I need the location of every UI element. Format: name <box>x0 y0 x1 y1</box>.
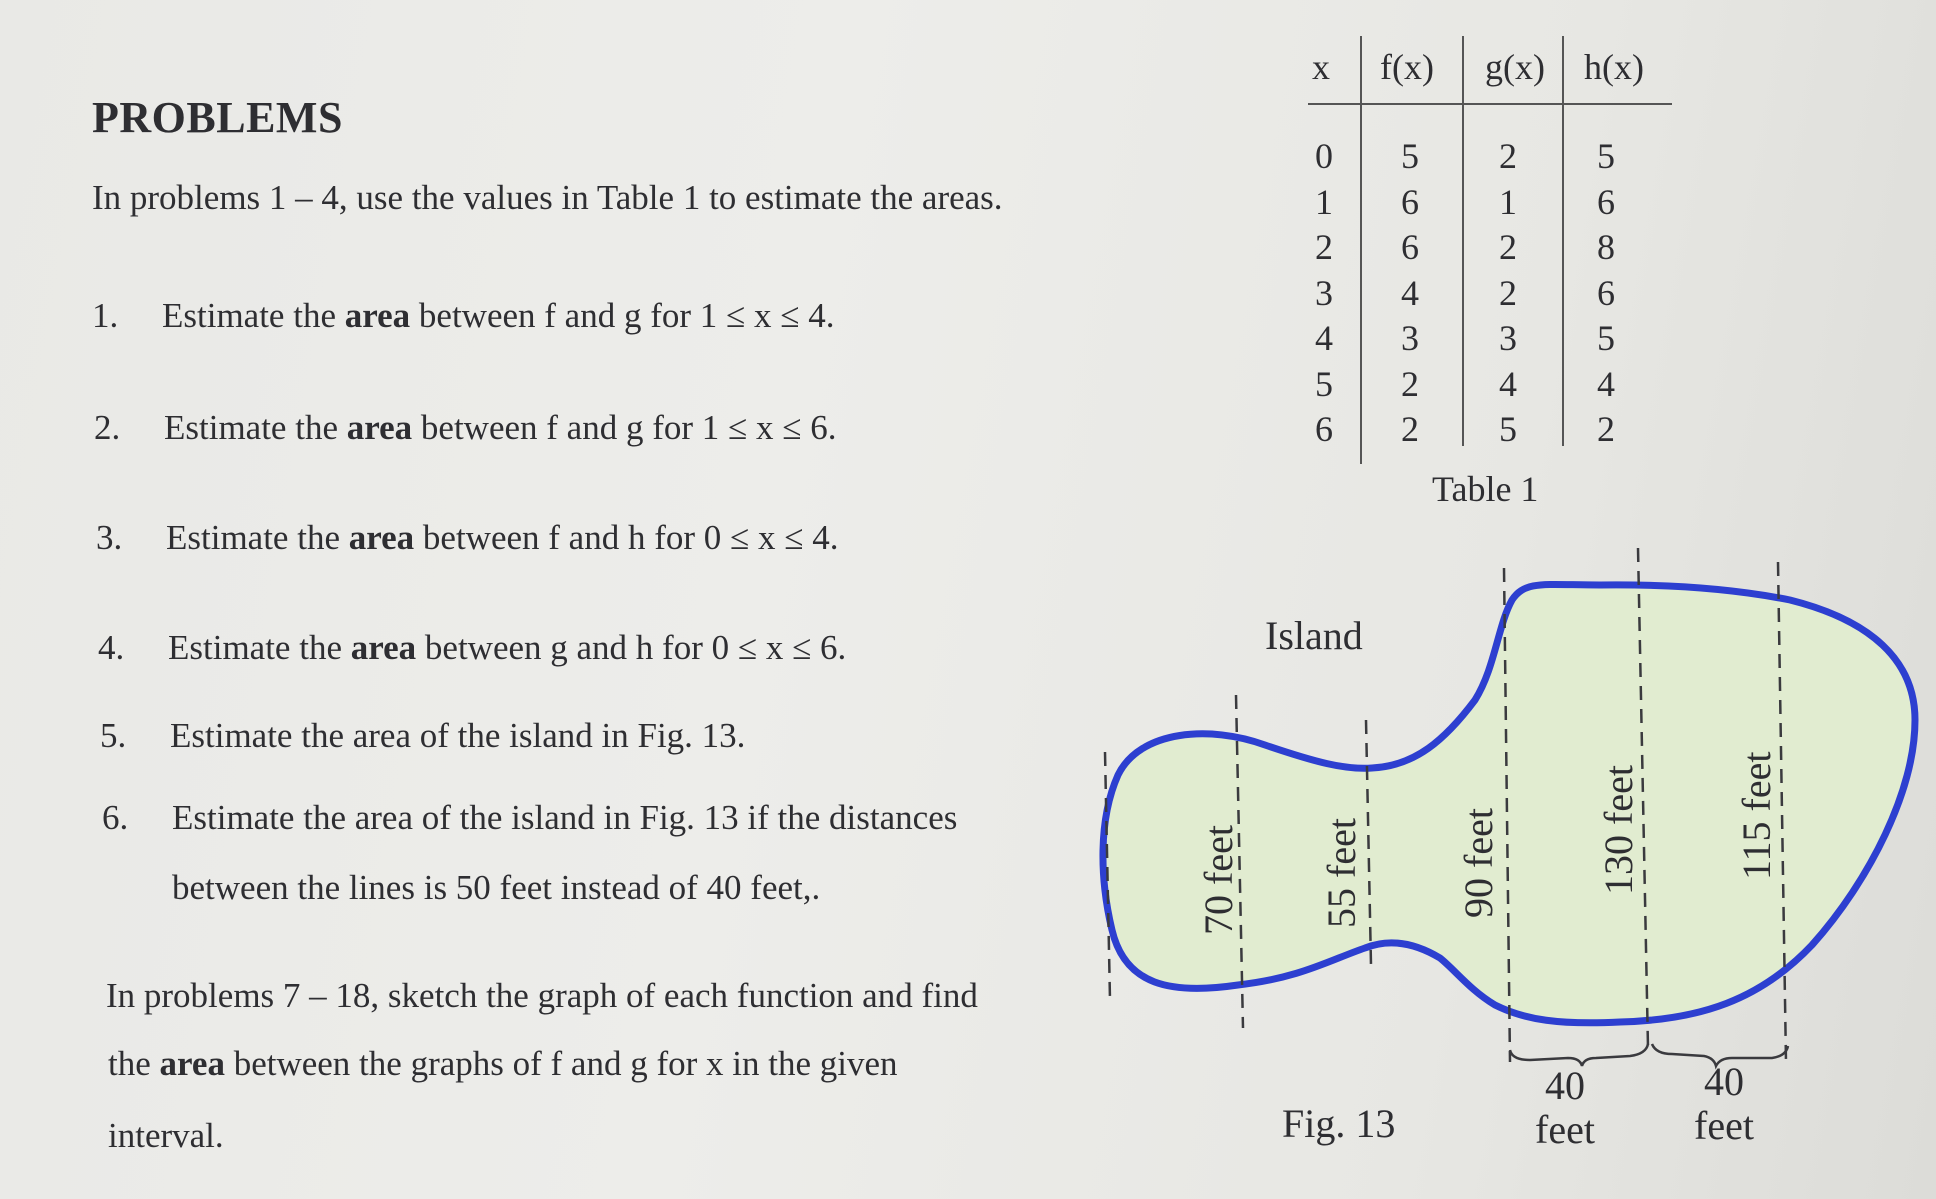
table-cell-f: 3 <box>1401 318 1419 358</box>
problem-number: 3. <box>96 518 123 557</box>
island-outline <box>1103 584 1915 1022</box>
table-cell-g: 3 <box>1499 318 1517 358</box>
table-cell-x: 2 <box>1315 227 1333 267</box>
table-caption: Table 1 <box>1432 469 1539 509</box>
table-cell-g: 2 <box>1499 227 1517 267</box>
problem-number: 6. <box>102 798 129 837</box>
distance-label-1 <box>1530 1064 1600 1152</box>
table-cell-f: 4 <box>1401 272 1419 313</box>
strip-label: 90 feet <box>1456 808 1501 918</box>
table-cell-g: 5 <box>1499 409 1517 449</box>
distance-label-2 <box>1684 1060 1764 1148</box>
table-cell-f: 6 <box>1401 227 1419 267</box>
problem-text-bold: area <box>348 518 415 557</box>
table-cell-f: 5 <box>1401 136 1419 176</box>
strip-label: 70 feet <box>1196 825 1241 935</box>
problem-text-post: between f and g for 1 ≤ x ≤ 6. <box>412 408 837 447</box>
table-cell-x: 0 <box>1315 136 1333 176</box>
table-cell-h: 8 <box>1597 227 1615 267</box>
problem-text-bold: area <box>346 408 413 447</box>
bottom-para-text-pre: the <box>108 1044 160 1083</box>
bottom-para-line-3: interval. <box>108 1116 224 1155</box>
table-cell-f: 2 <box>1401 409 1419 449</box>
intro-text: In problems 1 – 4, use the values in Table 1 to estimate the areas. <box>92 178 1003 217</box>
strip-label: 55 feet <box>1319 818 1364 928</box>
problem-text-post: between g and h for 0 ≤ x ≤ 6. <box>416 628 847 667</box>
problem-number: 2. <box>94 408 121 447</box>
table-cell-h: 6 <box>1597 272 1615 313</box>
table-cell-g: 2 <box>1499 272 1517 313</box>
problem-text-post: between f and h for 0 ≤ x ≤ 4. <box>414 518 839 557</box>
table-cell-h: 5 <box>1597 318 1615 358</box>
problem-number: 4. <box>98 628 125 667</box>
problem-text: Estimate the area of the island in Fig. 13. <box>170 716 746 755</box>
strip-label: 130 feet <box>1596 765 1641 895</box>
problem-6-continuation: between the lines is 50 feet instead of 40 feet,. <box>172 868 821 907</box>
problem-text-bold: area <box>350 628 417 667</box>
distance-number: 40 <box>1545 1063 1585 1108</box>
bottom-para-text-bold: area <box>159 1044 225 1083</box>
bottom-para-text-post: between the graphs of f and g for x in the given <box>224 1044 898 1083</box>
table-cell-h: 6 <box>1597 181 1615 222</box>
table-cell-x: 3 <box>1315 272 1333 313</box>
table-cell-x: 4 <box>1315 318 1333 358</box>
table-cell-f: 6 <box>1401 181 1419 222</box>
table-cell-f: 2 <box>1401 363 1419 404</box>
distance-unit: feet <box>1535 1107 1595 1152</box>
problem-text-pre: Estimate the <box>166 518 349 557</box>
problem-number: 1. <box>92 296 119 335</box>
problem-text: Estimate the area of the island in Fig. 13 if the distances <box>172 798 958 837</box>
figure-caption: Fig. 13 <box>1282 1101 1396 1146</box>
table-cell-h: 2 <box>1597 409 1615 449</box>
problem-text-bold: area <box>344 296 411 335</box>
table-cell-g: 1 <box>1499 181 1517 222</box>
page-heading: PROBLEMS <box>92 93 343 142</box>
problem-number: 5. <box>100 716 127 755</box>
problem-text-pre: Estimate the <box>164 408 347 447</box>
table-header-x: x <box>1312 47 1330 87</box>
island-label: Island <box>1265 613 1363 658</box>
problem-text-post: between f and g for 1 ≤ x ≤ 4. <box>410 296 835 335</box>
table-cell-g: 4 <box>1499 363 1517 404</box>
distance-number: 40 <box>1704 1059 1744 1104</box>
distance-unit: feet <box>1694 1103 1754 1148</box>
table-cell-h: 5 <box>1597 136 1615 176</box>
table-header-g: g(x) <box>1485 47 1545 87</box>
problem-text-pre: Estimate the <box>162 296 345 335</box>
table-cell-x: 6 <box>1315 409 1333 449</box>
table-cell-x: 5 <box>1315 363 1333 404</box>
problem-text-pre: Estimate the <box>168 628 351 667</box>
table-header-f: f(x) <box>1380 47 1434 87</box>
table-cell-g: 2 <box>1499 136 1517 176</box>
table-cell-h: 4 <box>1597 363 1615 404</box>
bottom-para-line-1: In problems 7 – 18, sketch the graph of each function and find <box>106 976 978 1015</box>
table-header-h: h(x) <box>1584 47 1644 87</box>
strip-label: 115 feet <box>1734 751 1779 880</box>
table-cell-x: 1 <box>1315 181 1333 222</box>
